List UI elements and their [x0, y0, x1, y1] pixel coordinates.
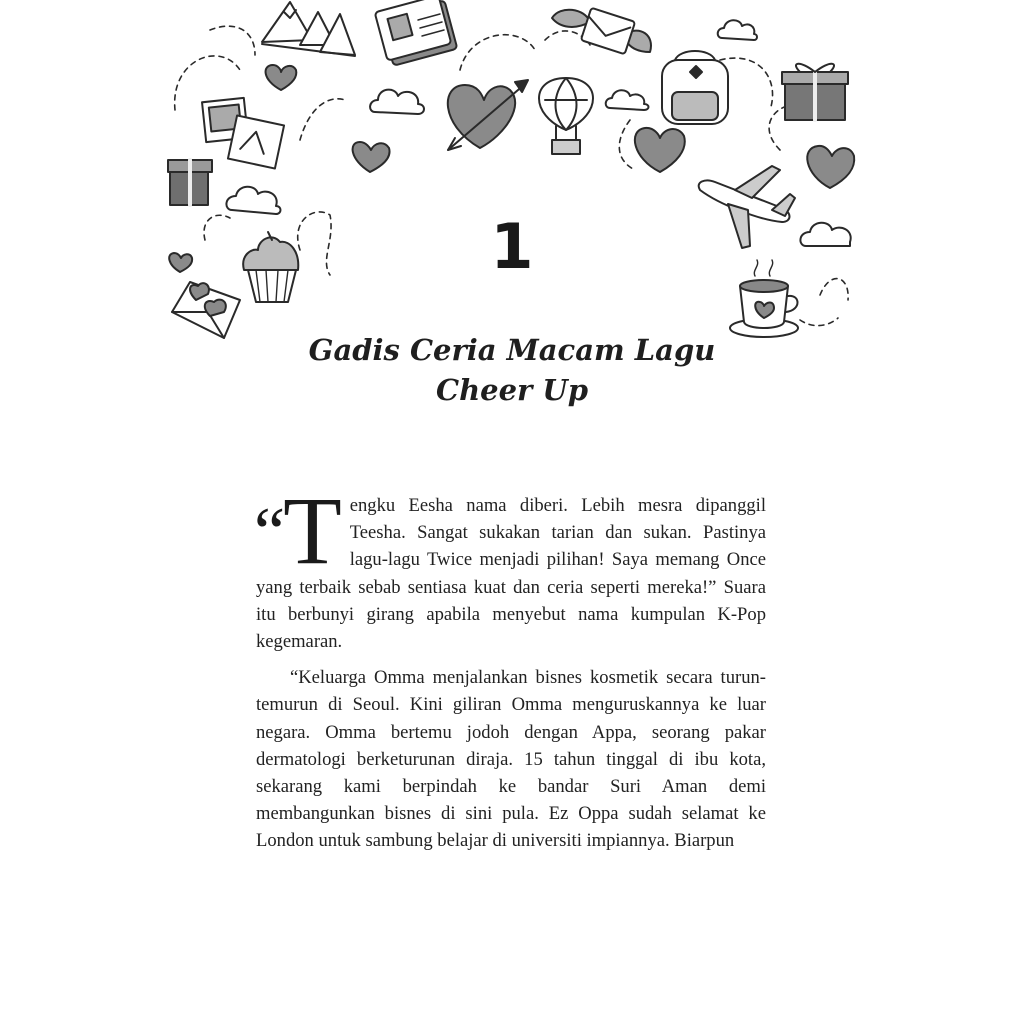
postcard-icon	[375, 0, 458, 66]
drop-cap-letter: T	[283, 477, 342, 584]
heart-arrow-icon	[448, 80, 528, 150]
paragraph-2: “Keluarga Omma menjalankan bisnes kosmetik secara turun-temurun di Seoul. Kini giliran Omma menguruskannya ke luar negara. Omma bertemu jodoh dengan Appa, seorang pakar dermatologi berketurunan diraja. 15 tahun tinggal di ibu kota, sekarang kami berpindah ke bandar Suri Aman demi membangunkan bisnes di sini pula. Ez Oppa sudah selamat ke London untuk sambung belajar di universiti impiannya. Biarpun	[256, 667, 766, 852]
hot-air-balloon-icon	[539, 78, 593, 154]
drop-cap-quote: “	[254, 494, 286, 571]
mountains-icon	[262, 2, 355, 56]
backpack-icon	[662, 51, 728, 124]
cloud-icon	[718, 20, 757, 40]
doodle-border	[0, 0, 1024, 360]
heart-icon	[635, 128, 685, 172]
gift-box-left-icon	[168, 160, 212, 205]
gift-box-icon	[782, 64, 848, 120]
cloud-icon	[606, 90, 649, 110]
heart-icon	[807, 146, 854, 188]
cloud-icon	[226, 187, 280, 214]
chapter-title-line-1: Gadis Ceria Macam Lagu	[308, 333, 716, 367]
paragraph-1-text: engku Eesha nama diberi. Lebih mesra dipanggil Teesha. Sangat sukakan tarian dan sukan. Pastinya lagu-lagu Twice menjadi pilihan! Saya memang Once yang terbaik sebab sentiasa kuat dan ceria seperti mereka!” Suara itu berbunyi girang apabila menyebut nama kumpulan K-Pop kegemaran.	[256, 495, 766, 653]
chapter-number: 1	[490, 210, 534, 283]
cloud-icon	[370, 90, 424, 114]
photos-icon	[202, 98, 284, 169]
heart-icon	[353, 142, 390, 172]
chapter-title-line-2: Cheer Up	[435, 373, 588, 407]
heart-icon	[266, 65, 297, 90]
drop-cap	[254, 477, 342, 584]
body-text	[254, 477, 766, 855]
chapter-title	[0, 330, 1024, 410]
paragraph-1	[254, 477, 766, 655]
